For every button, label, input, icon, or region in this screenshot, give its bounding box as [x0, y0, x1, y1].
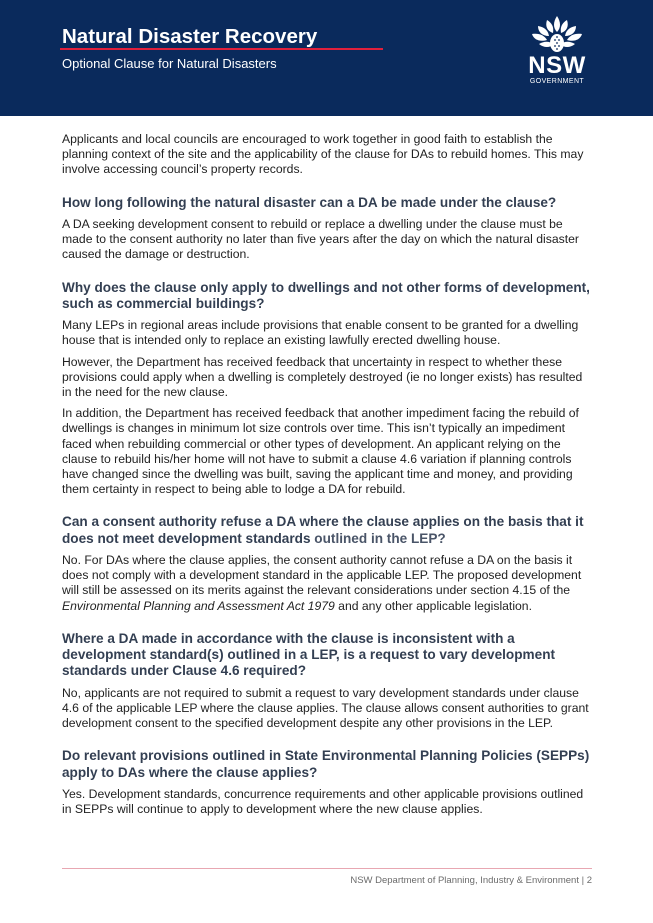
nsw-government-logo — [521, 14, 593, 92]
act-title: Environmental Planning and Assessment Act 1979 — [62, 598, 335, 613]
page-subtitle: Optional Clause for Natural Disasters — [62, 56, 277, 71]
waratah-icon — [530, 14, 584, 54]
section-heading: Why does the clause only apply to dwellings and not other forms of development, such as commercial buildings? — [62, 279, 590, 311]
section-paragraph: No, applicants are not required to submit a request to vary development standards under clause 4.6 of the applicable LEP where the clause applies. The clause allows consent authorities to grant development consent to the specified development despite any other provisions in the LEP. — [62, 685, 589, 731]
section-heading: Do relevant provisions outlined in State Environmental Planning Policies (SEPPs) apply to DAs where the clause applies? — [62, 748, 590, 780]
section-paragraph: However, the Department has received feedback that uncertainty in respect to whether these provisions could apply when a dwelling is completely destroyed (ie no longer exists) has resulted in the need for the new clause. — [62, 354, 583, 399]
intro-paragraph: Applicants and local councils are encouraged to work together in good faith to establish the planning context of the site and the applicability of the clause for DAs to rebuild homes. This may involve accessing council’s property records. — [62, 132, 584, 177]
section-heading: Where a DA made in accordance with the clause is inconsistent with a development standard(s) outlined in a LEP, is a request to vary development standards under Clause 4.6 required? — [62, 630, 556, 679]
section-paragraph — [62, 553, 592, 614]
paragraph-text: and any other applicable legislation. — [334, 598, 532, 613]
header-banner — [0, 0, 653, 116]
paragraph-text: No. For DAs where the clause applies, the consent authority cannot refuse a DA on the basis it does not comply with a development standard in the applicable LEP. The proposed development will still be assessed on its merits against the relevant considerations under section 4.15 of the — [62, 552, 582, 598]
document-body — [62, 132, 592, 823]
section-paragraph: In addition, the Department has received feedback that another impediment facing the rebuild of dwellings is changes in minimum lot size controls over time. This isn’t typically an impediment faced when rebuilding commercial or other types of development. An applicant relying on the clause to rebuild his/her home will not have to submit a clause 4.6 variation if planning controls have changed since the dwelling was built, saving the applicant time and money, and providing them certainty in respect to being able to lodge a DA for rebuild. — [62, 406, 579, 497]
footer-text: NSW Department of Planning, Industry & Environment | 2 — [350, 875, 592, 886]
section-paragraph: Yes. Development standards, concurrence requirements and other applicable provisions outlined in SEPPs will continue to apply to development where the new clause applies. — [62, 786, 584, 817]
logo-tagline: GOVERNMENT — [529, 78, 585, 85]
section-paragraph: A DA seeking development consent to rebuild or replace a dwelling under the clause must be made to the consent authority no later than five years after the day on which the natural disaster caused the damage or destruction. — [62, 216, 579, 262]
section-heading: How long following the natural disaster can a DA be made under the clause? — [62, 194, 557, 210]
title-underline — [60, 48, 383, 50]
section-heading — [62, 514, 592, 547]
heading-main: Can a consent authority refuse a DA where the clause applies on the basis that it does not meet development standards — [62, 514, 584, 546]
logo-wordmark: NSW — [528, 52, 586, 79]
heading-tail: outlined in the LEP? — [310, 530, 446, 546]
section-paragraph: Many LEPs in regional areas include provisions that enable consent to be granted for a dwelling house that is intended only to replace an existing lawfully erected dwelling house. — [62, 318, 579, 348]
page-title: Natural Disaster Recovery — [62, 25, 318, 48]
footer-divider — [62, 868, 592, 869]
